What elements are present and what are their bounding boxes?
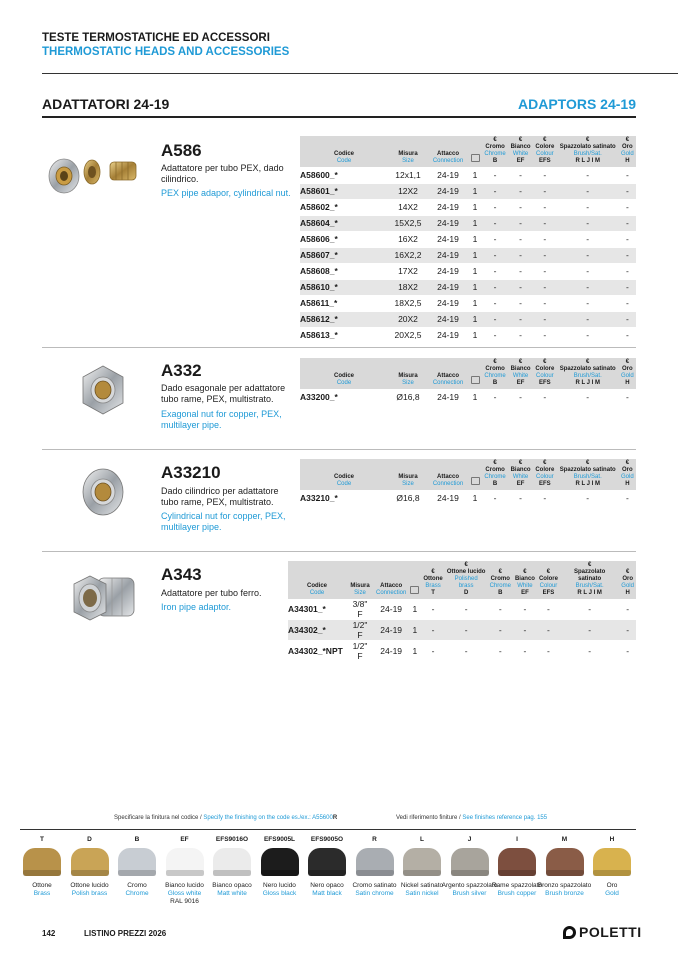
col-gold: € Oro Gold H (619, 136, 636, 167)
finish-swatch (584, 836, 640, 898)
cell-h: - (619, 263, 636, 279)
cell-conn: 24-19 (374, 620, 408, 641)
cell-ef: - (513, 641, 537, 662)
col-code: Codice Code (300, 136, 388, 167)
finish-cap-icon (213, 848, 251, 876)
finish-label-it: Nero opaco (310, 882, 344, 889)
cell-qty: 1 (468, 199, 482, 215)
finish-label-it: Argento spazzolato (441, 882, 498, 889)
cell-conn: 24-19 (428, 247, 468, 263)
cell-efs: - (533, 199, 557, 215)
finish-label-it: Nickel satinato (400, 882, 444, 889)
cell-h: - (619, 231, 636, 247)
finish-cap-icon (498, 848, 536, 876)
package-icon (471, 477, 480, 485)
cell-qty: 1 (468, 279, 482, 295)
table-row (300, 247, 636, 263)
finish-label-en: Gloss white (167, 890, 202, 897)
finish-label-it: Ottone (32, 882, 52, 889)
cell-size: 18X2,5 (388, 295, 428, 311)
cell-conn: 24-19 (428, 327, 468, 343)
table-row (300, 389, 636, 405)
cell-qty: 1 (468, 167, 482, 183)
cell-ef: - (508, 490, 533, 506)
finish-cap-icon (261, 848, 299, 876)
cell-qty: 1 (468, 247, 482, 263)
cell-b: - (482, 311, 508, 327)
cell-b: - (482, 167, 508, 183)
col-chrome: € Cromo Chrome B (482, 136, 508, 167)
cell-rljim: - (557, 279, 619, 295)
cell-rljim: - (557, 490, 619, 506)
cell-efs: - (533, 295, 557, 311)
finish-label-en: Matt black (312, 890, 342, 897)
cell-conn: 24-19 (428, 389, 468, 405)
cell-code: A58601_* (300, 183, 388, 199)
cell-code: A58613_* (300, 327, 388, 343)
table-row (300, 215, 636, 231)
cell-h: - (619, 490, 636, 506)
finish-code: EF (180, 836, 189, 843)
cell-d: - (445, 599, 488, 620)
finish-label-en: Matt white (217, 890, 247, 897)
table-row (300, 199, 636, 215)
finish-cap-icon (546, 848, 584, 876)
cell-qty: 1 (468, 311, 482, 327)
a343-code: A343 (161, 565, 202, 584)
a33210-code: A33210 (161, 463, 221, 482)
cell-conn: 24-19 (428, 279, 468, 295)
cell-qty: 1 (408, 641, 421, 662)
finish-label-en: Brush copper (497, 890, 537, 897)
table-row (300, 263, 636, 279)
col-brush: € Spazzolato satinato Brush/Sat. R L J I M (557, 136, 619, 167)
finish-note: Specificare la finitura nel codice / Specify the finishing on the code es./ex.: A55600R (114, 815, 338, 821)
cell-code: A58611_* (300, 295, 388, 311)
col-conn: Attacco Connection (428, 136, 468, 167)
cell-conn: 24-19 (428, 183, 468, 199)
cell-qty: 1 (468, 231, 482, 247)
a332-desc-en: Exagonal nut for copper, PEX, multilayer pipe. (161, 409, 282, 430)
a586-code: A586 (161, 141, 202, 160)
finish-label-it: Oro (606, 882, 618, 889)
finish-cap-icon (166, 848, 204, 876)
table-row (300, 311, 636, 327)
a332-code: A332 (161, 361, 202, 380)
cell-b: - (482, 279, 508, 295)
section-divider (42, 116, 636, 118)
cell-efs: - (533, 263, 557, 279)
cell-conn: 24-19 (428, 215, 468, 231)
finish-code: EFS9016O (215, 836, 249, 843)
finish-label-en: Brass (33, 890, 51, 897)
cell-rljim: - (557, 215, 619, 231)
cell-ef: - (508, 167, 533, 183)
a33210-desc-en: Cylindrical nut for copper, PEX, multilayer pipe. (161, 511, 286, 532)
finish-label-it: Bianco opaco (212, 882, 252, 889)
finish-cap-icon (593, 848, 631, 876)
finish-cap-icon (356, 848, 394, 876)
table-row (288, 599, 636, 620)
col-size: Misura Size (388, 136, 428, 167)
cell-efs: - (537, 620, 560, 641)
finishes-divider (20, 829, 636, 830)
finish-cap-icon (451, 848, 489, 876)
package-icon (471, 154, 480, 162)
finish-cap-icon (403, 848, 441, 876)
cell-h: - (619, 247, 636, 263)
cell-rljim: - (560, 620, 619, 641)
a332-table (300, 358, 636, 406)
cell-b: - (482, 263, 508, 279)
cell-qty: 1 (468, 263, 482, 279)
cell-size: 18X2 (388, 279, 428, 295)
finish-label-it: Nero lucido (263, 882, 296, 889)
cell-ef: - (508, 263, 533, 279)
cell-qty: 1 (468, 215, 482, 231)
cell-conn: 24-19 (428, 263, 468, 279)
table-row (300, 490, 636, 506)
finish-label-it: Cromo satinato (352, 882, 397, 889)
cell-h: - (619, 389, 636, 405)
cell-size: 1/2" F (346, 641, 374, 662)
finish-code: T (40, 836, 44, 843)
cell-h: - (619, 599, 636, 620)
cell-conn: 24-19 (428, 199, 468, 215)
a343-desc-en: Iron pipe adaptor. (161, 602, 232, 612)
finish-label-en: Polish brass (71, 890, 108, 897)
finish-cap-icon (23, 848, 61, 876)
cell-ef: - (508, 247, 533, 263)
cell-d: - (445, 620, 488, 641)
finish-code: J (467, 836, 472, 843)
cell-ef: - (508, 183, 533, 199)
finish-cap-icon (118, 848, 156, 876)
finish-label-it: Ottone lucido (70, 882, 109, 889)
finish-code: B (134, 836, 140, 843)
product-divider (42, 347, 636, 348)
col-colour: € Colore Colour EFS (533, 136, 557, 167)
cell-qty: 1 (468, 490, 482, 506)
cell-rljim: - (557, 247, 619, 263)
cell-h: - (619, 183, 636, 199)
cell-size: 1/2" F (346, 620, 374, 641)
a343-table (288, 561, 636, 662)
cell-code: A33200_* (300, 389, 388, 405)
a343-product-image (68, 570, 140, 626)
cell-code: A58600_* (300, 167, 388, 183)
cell-code: A34302_* (288, 620, 346, 641)
cell-rljim: - (560, 641, 619, 662)
cell-size: 12X2 (388, 183, 428, 199)
finish-label-en: Chrome (125, 890, 149, 897)
cell-rljim: - (560, 599, 619, 620)
cell-code: A33210_* (300, 490, 388, 506)
cell-size: 12x1,1 (388, 167, 428, 183)
cell-ef: - (508, 231, 533, 247)
col-pack (468, 136, 482, 167)
finish-label-it: Rame spazzolato (491, 882, 543, 889)
cell-ef: - (513, 620, 537, 641)
cell-qty: 1 (468, 389, 482, 405)
cell-b: - (482, 183, 508, 199)
cell-b: - (488, 641, 513, 662)
cell-efs: - (533, 247, 557, 263)
cell-ef: - (508, 199, 533, 215)
cell-code: A58608_* (300, 263, 388, 279)
cell-b: - (482, 247, 508, 263)
cell-efs: - (533, 389, 557, 405)
cell-code: A58606_* (300, 231, 388, 247)
table-row (288, 641, 636, 662)
cell-conn: 24-19 (428, 490, 468, 506)
cell-t: - (421, 641, 444, 662)
cell-efs: - (533, 311, 557, 327)
cell-b: - (482, 215, 508, 231)
a586-table (300, 136, 636, 344)
finish-code: EFS9005L (263, 836, 296, 843)
cell-efs: - (533, 215, 557, 231)
finish-code: L (420, 836, 424, 843)
cell-h: - (619, 215, 636, 231)
cell-b: - (482, 389, 508, 405)
cell-h: - (619, 620, 636, 641)
a332-desc-it: Dado esagonale per adattatore tubo rame, PEX, multistrato. (161, 383, 286, 404)
table-row (288, 620, 636, 641)
finish-ral: RAL 9016 (170, 898, 199, 905)
cell-size: 20X2,5 (388, 327, 428, 343)
table-row (300, 231, 636, 247)
cell-rljim: - (557, 231, 619, 247)
table-row (300, 279, 636, 295)
cell-code: A58602_* (300, 199, 388, 215)
cell-rljim: - (557, 183, 619, 199)
cell-t: - (421, 620, 444, 641)
finish-label-en: Gold (605, 890, 619, 897)
cell-size: Ø16,8 (388, 389, 428, 405)
cell-efs: - (537, 641, 560, 662)
col-white: € Bianco White EF (508, 136, 533, 167)
finish-label-en: Brush silver (452, 890, 487, 897)
finish-label-it: Cromo (127, 882, 147, 889)
finish-label-en: Gloss black (262, 890, 297, 897)
cell-qty: 1 (468, 327, 482, 343)
cell-rljim: - (557, 263, 619, 279)
finish-cap-icon (308, 848, 346, 876)
finish-cap-icon (71, 848, 109, 876)
table-row (300, 295, 636, 311)
cell-rljim: - (557, 167, 619, 183)
cell-b: - (482, 231, 508, 247)
finish-code: D (87, 836, 92, 843)
table-header: Codice Code Misura Size Attacco Connection € Ottone Brass T € Ottone lucido Polished brass D € Cromo Chrome B € Bianco White EF € Colore Colour EFS € Spazzolato satinato Brush/Sat. R L J I M € Oro Gold H (288, 561, 636, 599)
cell-code: A58612_* (300, 311, 388, 327)
finish-label-it: Bronzo spazzolato (537, 882, 592, 889)
finish-code: EFS9005O (310, 836, 344, 843)
cell-rljim: - (557, 389, 619, 405)
cell-code: A58610_* (300, 279, 388, 295)
cell-size: Ø16,8 (388, 490, 428, 506)
cell-d: - (445, 641, 488, 662)
table-row (300, 167, 636, 183)
cell-size: 16X2 (388, 231, 428, 247)
cell-efs: - (533, 490, 557, 506)
package-icon (471, 376, 480, 384)
cell-qty: 1 (468, 183, 482, 199)
table-header: Codice Code Misura Size Attacco Connection € Cromo Chrome B € Bianco White EF € Colore Colour EFS € Spazzolato satinato Brush/Sat. R L J I M € Oro Gold H (300, 358, 636, 389)
header-title-it: TESTE TERMOSTATICHE ED ACCESSORI (42, 32, 270, 44)
a33210-desc-it: Dado cilindrico per adattatore tubo rame, PEX, multistrato. (161, 486, 279, 507)
cell-h: - (619, 279, 636, 295)
cell-h: - (619, 199, 636, 215)
finish-label-it: Bianco lucido (165, 882, 204, 889)
finish-label-en: Satin chrome (355, 890, 394, 897)
cell-size: 14X2 (388, 199, 428, 215)
cell-code: A34302_*NPT (288, 641, 346, 662)
cell-code: A34301_* (288, 599, 346, 620)
cell-ef: - (508, 389, 533, 405)
table-header: Codice Code Misura Size Attacco Connection € Cromo Chrome B € Bianco White EF € Colore Colour EFS € Spazzolato satinato Brush/Sat. R L J I M € Oro Gold H (300, 459, 636, 490)
a586-desc-it: Adattatore per tubo PEX, dado cilindrico. (161, 163, 284, 184)
a343-desc-it: Adattatore per tubo ferro. (161, 588, 262, 598)
cell-ef: - (508, 215, 533, 231)
cell-efs: - (533, 167, 557, 183)
a33210-table (300, 459, 636, 507)
cell-rljim: - (557, 199, 619, 215)
cell-size: 20X2 (388, 311, 428, 327)
cell-qty: 1 (468, 295, 482, 311)
finish-code: H (609, 836, 615, 843)
cell-b: - (482, 490, 508, 506)
finish-code: M (561, 836, 568, 843)
cell-efs: - (533, 279, 557, 295)
table-row (300, 327, 636, 343)
header-title-en: THERMOSTATIC HEADS AND ACCESSORIES (42, 46, 290, 58)
cell-ef: - (508, 311, 533, 327)
finish-code: R (372, 836, 377, 843)
pricelist-label: LISTINO PREZZI 2026 (84, 929, 167, 938)
cell-h: - (619, 641, 636, 662)
cell-h: - (619, 167, 636, 183)
cell-size: 3/8" F (346, 599, 374, 620)
cell-h: - (619, 327, 636, 343)
a33210-product-image (78, 466, 128, 518)
a586-desc-en: PEX pipe adapor, cylindrical nut. (161, 188, 291, 198)
cell-ef: - (508, 327, 533, 343)
section-title-it: ADATTATORI 24-19 (42, 96, 170, 112)
finish-code: I (516, 836, 518, 843)
cell-rljim: - (557, 327, 619, 343)
a332-product-image (78, 364, 128, 416)
cell-efs: - (533, 231, 557, 247)
a586-product-image (46, 150, 144, 198)
product-divider (42, 551, 636, 552)
cell-size: 16X2,2 (388, 247, 428, 263)
cell-efs: - (533, 327, 557, 343)
cell-rljim: - (557, 295, 619, 311)
cell-efs: - (533, 183, 557, 199)
product-divider (42, 449, 636, 450)
cell-ef: - (513, 599, 537, 620)
finish-reference-note: Vedi riferimento finiture / See finishes reference pag. 155 (396, 815, 548, 821)
cell-size: 17X2 (388, 263, 428, 279)
cell-code: A58604_* (300, 215, 388, 231)
cell-rljim: - (557, 311, 619, 327)
cell-h: - (619, 311, 636, 327)
cell-conn: 24-19 (428, 295, 468, 311)
cell-b: - (482, 199, 508, 215)
table-row (300, 183, 636, 199)
header-divider (42, 73, 678, 74)
cell-b: - (482, 295, 508, 311)
cell-size: 15X2,5 (388, 215, 428, 231)
cell-efs: - (537, 599, 560, 620)
cell-conn: 24-19 (428, 167, 468, 183)
cell-conn: 24-19 (428, 231, 468, 247)
finish-label-en: Brush bronze (545, 890, 584, 897)
cell-code: A58607_* (300, 247, 388, 263)
cell-conn: 24-19 (374, 599, 408, 620)
brand-logo: POLETTI (563, 924, 642, 940)
cell-b: - (488, 599, 513, 620)
cell-conn: 24-19 (374, 641, 408, 662)
cell-ef: - (508, 295, 533, 311)
cell-b: - (482, 327, 508, 343)
cell-conn: 24-19 (428, 311, 468, 327)
finish-label-en: Satin nickel (405, 890, 439, 897)
table-header (300, 136, 636, 167)
page-number: 142 (42, 929, 56, 938)
poletti-logo-icon (563, 926, 576, 939)
section-title-en: ADAPTORS 24-19 (517, 96, 636, 112)
cell-qty: 1 (408, 599, 421, 620)
cell-qty: 1 (408, 620, 421, 641)
cell-ef: - (508, 279, 533, 295)
cell-h: - (619, 295, 636, 311)
cell-b: - (488, 620, 513, 641)
cell-t: - (421, 599, 444, 620)
package-icon (410, 586, 419, 594)
